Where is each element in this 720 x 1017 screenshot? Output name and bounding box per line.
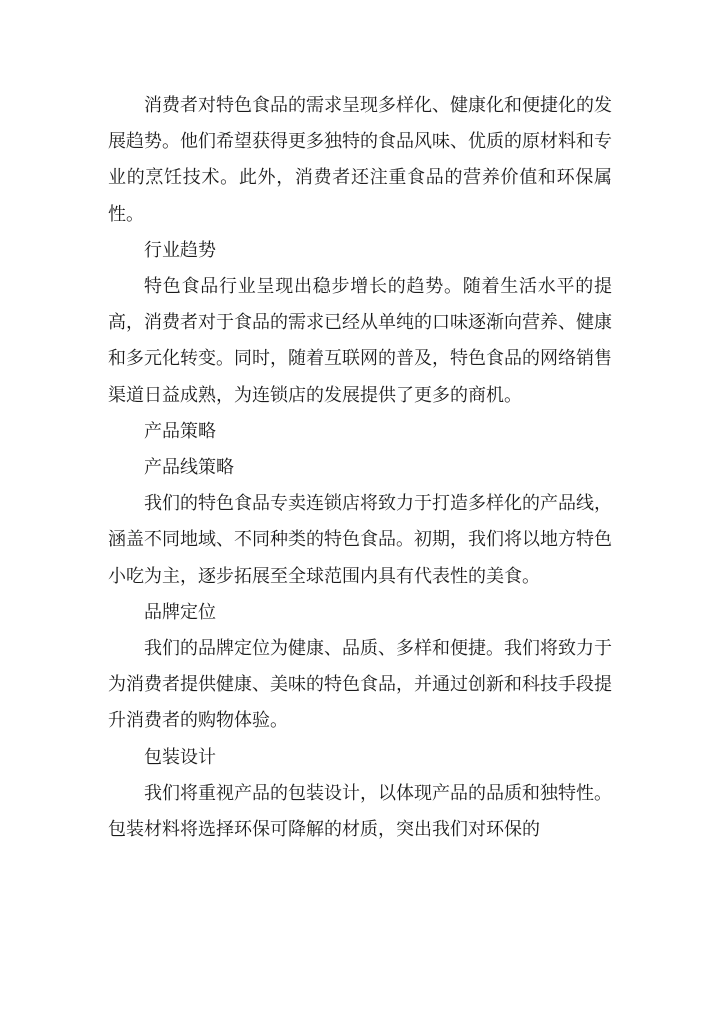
paragraph-consumer-demand: 消费者对特色食品的需求呈现多样化、健康化和便捷化的发展趋势。他们希望获得更多独特的食品风味、优质的原材料和专业的烹饪技术。此外，消费者还注重食品的营养价值和环保属性。 bbox=[108, 95, 612, 225]
paragraph-packaging-design: 我们将重视产品的包装设计，以体现产品的品质和独特性。包装材料将选择环保可降解的材质，突出我们对环保的 bbox=[108, 782, 612, 841]
heading-product-strategy: 产品策略 bbox=[144, 420, 216, 442]
heading-brand-positioning: 品牌定位 bbox=[144, 601, 216, 623]
heading-product-line-strategy: 产品线策略 bbox=[144, 457, 234, 479]
paragraph-industry-trend: 特色食品行业呈现出稳步增长的趋势。随着生活水平的提高，消费者对于食品的需求已经从单纯的口味逐渐向营养、健康和多元化转变。同时，随着互联网的普及，特色食品的网络销售渠道日益成熟，为连锁店的发展提供了更多的商机。 bbox=[108, 276, 612, 406]
heading-packaging-design: 包装设计 bbox=[144, 746, 216, 768]
document-page bbox=[108, 88, 612, 848]
paragraph-product-line: 我们的特色食品专卖连锁店将致力于打造多样化的产品线，涵盖不同地域、不同种类的特色食品。初期，我们将以地方特色小吃为主，逐步拓展至全球范围内具有代表性的美食。 bbox=[108, 493, 612, 587]
paragraph-brand-positioning: 我们的品牌定位为健康、品质、多样和便捷。我们将致力于为消费者提供健康、美味的特色食品，并通过创新和科技手段提升消费者的购物体验。 bbox=[108, 638, 612, 732]
heading-industry-trend: 行业趋势 bbox=[144, 239, 216, 261]
